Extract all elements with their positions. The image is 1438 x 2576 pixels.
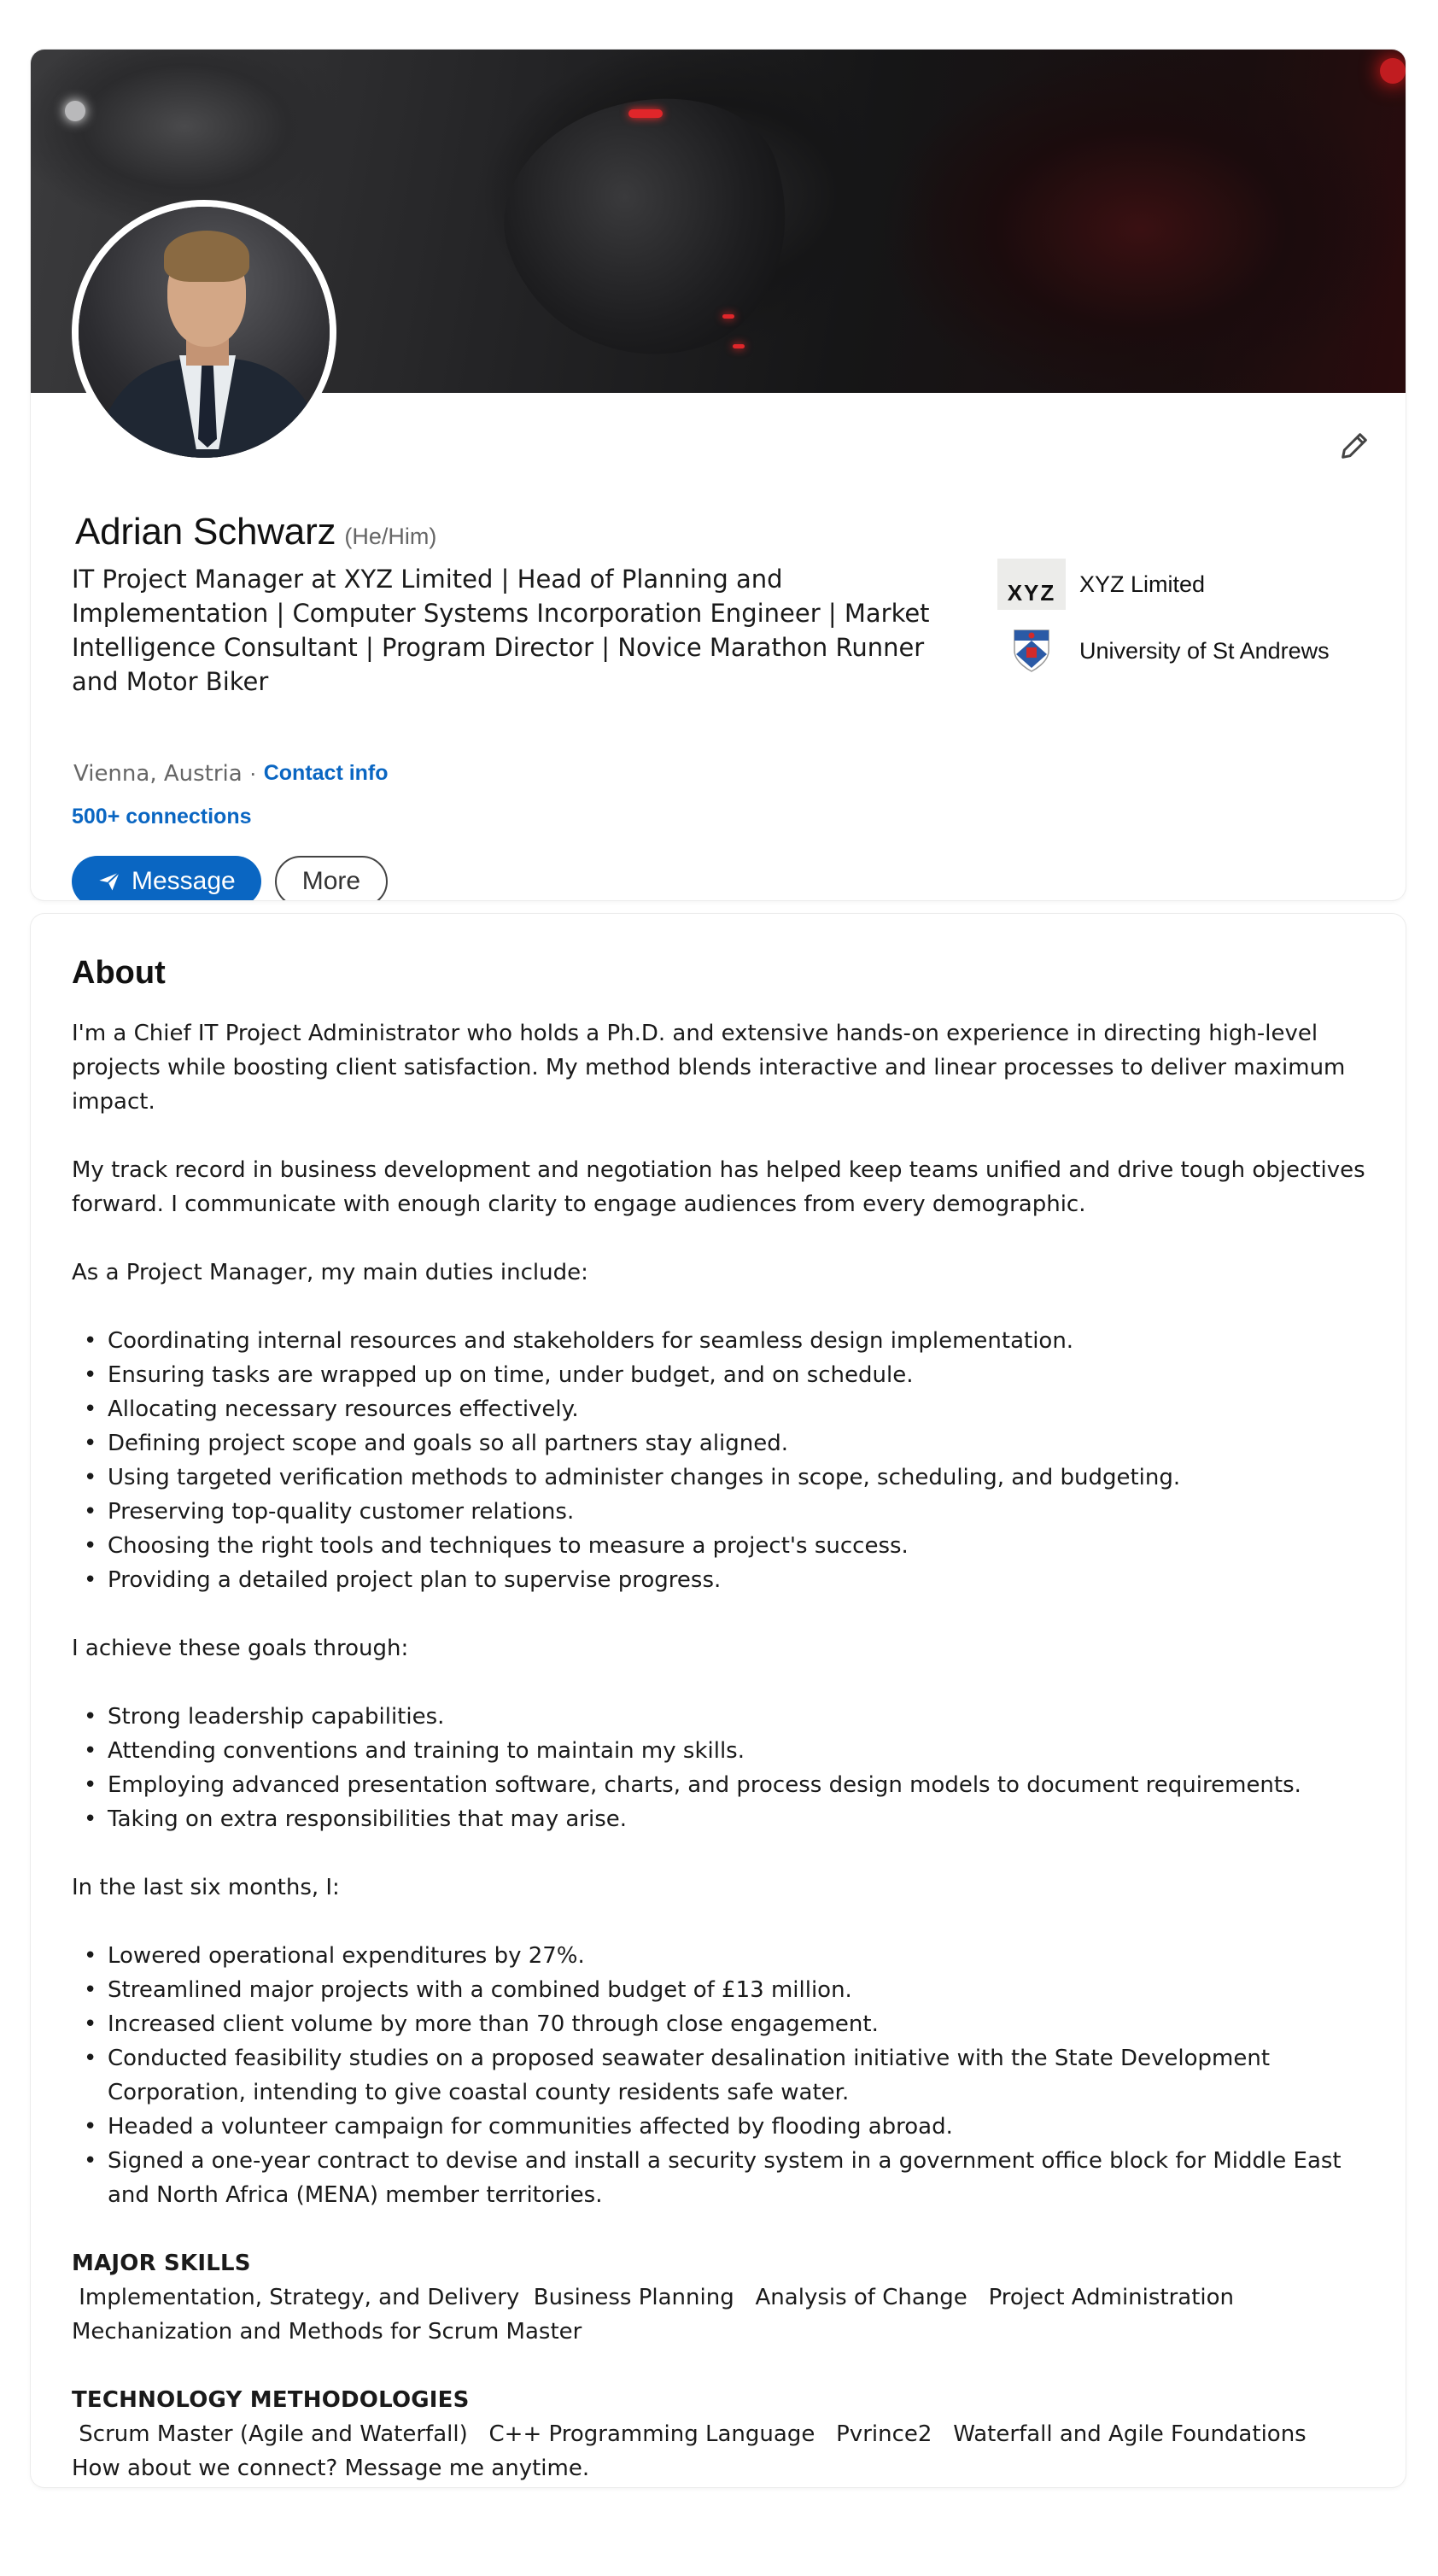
list-item: • Strong leadership capabilities. xyxy=(72,1700,1378,1734)
about-paragraph: I'm a Chief IT Project Administrator who holds a Ph.D. and extensive hands-on experience in directing high-level projects while boosting client satisfaction. My method blends interactive and linear processes to deliver maximum impact. xyxy=(72,1021,1346,1115)
action-buttons xyxy=(72,856,388,900)
closing-line: How about we connect? Message me anytime. xyxy=(72,2456,590,2481)
profile-headline: IT Project Manager at XYZ Limited | Head of Planning and Implementation | Computer Systems Incorporation Engineer | Market Intelligence Consultant | Program Director | Novice Marathon Runner and Motor Biker xyxy=(72,565,930,696)
tech-heading: TECHNOLOGY METHODOLOGIES xyxy=(72,2387,470,2413)
list-item: • Increased client volume by more than 70 through close engagement. xyxy=(72,2007,1378,2041)
list-item: • Providing a detailed project plan to supervise progress. xyxy=(72,1563,1378,1597)
list-item: • Defining project scope and goals so all partners stay aligned. xyxy=(72,1426,1378,1461)
list-item: • Taking on extra responsibilities that may arise. xyxy=(72,1802,1378,1836)
list-item: • Signed a one-year contract to devise and install a security system in a government office block for Middle East and North Africa (MENA) member territories. xyxy=(72,2144,1378,2212)
list-item: • Preserving top-quality customer relations. xyxy=(72,1495,1378,1529)
about-paragraph: My track record in business development and negotiation has helped keep teams unified and drive tough objectives forward. I communicate with enough clarity to engage audiences from every demographic. xyxy=(72,1157,1365,1217)
location-row xyxy=(73,760,389,787)
education-school[interactable] xyxy=(997,624,1330,678)
school-name: University of St Andrews xyxy=(1079,637,1330,664)
pronouns: (He/Him) xyxy=(344,524,437,549)
list-item: • Using targeted verification methods to administer changes in scope, scheduling, and budgeting. xyxy=(72,1461,1378,1495)
list-item: • Choosing the right tools and techniques to measure a project's success. xyxy=(72,1529,1378,1563)
light-glow xyxy=(65,101,85,121)
more-button-label: More xyxy=(301,867,361,895)
message-button-label: Message xyxy=(132,867,236,895)
list-item: • Headed a volunteer campaign for communities affected by flooding abroad. xyxy=(72,2110,1378,2144)
red-glow xyxy=(628,109,663,118)
profile-card xyxy=(31,50,1406,900)
duties-list xyxy=(72,1324,1378,1597)
red-glow xyxy=(1380,58,1406,84)
current-company[interactable] xyxy=(997,557,1330,612)
list-item: • Allocating necessary resources effectively. xyxy=(72,1392,1378,1426)
location: Vienna, Austria xyxy=(73,760,243,787)
name-row xyxy=(75,511,436,553)
tech-text: Scrum Master (Agile and Waterfall) C++ Programming Language Pvrince2 Waterfall and Agile Foundations xyxy=(72,2421,1306,2447)
about-title: About xyxy=(72,955,166,991)
separator-dot: · xyxy=(248,760,257,786)
company-name: XYZ Limited xyxy=(1079,571,1206,597)
about-card xyxy=(31,914,1406,2487)
goals-list xyxy=(72,1700,1378,1836)
duties-heading: As a Project Manager, my main duties include: xyxy=(72,1260,588,1285)
list-item: • Lowered operational expenditures by 27%. xyxy=(72,1939,1378,1973)
skills-heading: MAJOR SKILLS xyxy=(72,2251,251,2276)
list-item: • Ensuring tasks are wrapped up on time, under budget, and on schedule. xyxy=(72,1358,1378,1392)
send-icon xyxy=(97,869,121,893)
list-item: • Employing advanced presentation software, charts, and process design models to document requirements. xyxy=(72,1768,1378,1802)
more-button[interactable] xyxy=(275,856,388,900)
list-item: • Attending conventions and training to maintain my skills. xyxy=(72,1734,1378,1768)
profile-name: Adrian Schwarz xyxy=(75,511,336,553)
pencil-icon xyxy=(1337,429,1371,463)
profile-photo[interactable] xyxy=(72,200,336,465)
edit-profile-button[interactable] xyxy=(1329,420,1380,471)
recent-heading: In the last six months, I: xyxy=(72,1875,340,1900)
list-item: • Conducted feasibility studies on a proposed seawater desalination initiative with the State Development Corporation, intending to give coastal county residents safe water. xyxy=(72,2041,1378,2110)
contact-info-link[interactable]: Contact info xyxy=(263,761,389,785)
about-text xyxy=(72,1016,1378,2485)
list-item: • Coordinating internal resources and stakeholders for seamless design implementation. xyxy=(72,1324,1378,1358)
skills-text: Implementation, Strategy, and Delivery Business Planning Analysis of Change Project Administration Mechanization and Methods for Scrum Master xyxy=(72,2285,1255,2345)
recent-list xyxy=(72,1939,1378,2212)
message-button[interactable] xyxy=(72,856,261,900)
experience-education-list xyxy=(997,557,1330,690)
list-item: • Streamlined major projects with a combined budget of £13 million. xyxy=(72,1973,1378,2007)
red-glow xyxy=(733,344,745,348)
goals-heading: I achieve these goals through: xyxy=(72,1636,409,1661)
crest-icon xyxy=(1004,625,1059,676)
connections-link[interactable]: 500+ connections xyxy=(72,805,252,828)
company-logo: XYZ xyxy=(997,559,1066,610)
red-glow xyxy=(722,314,734,319)
